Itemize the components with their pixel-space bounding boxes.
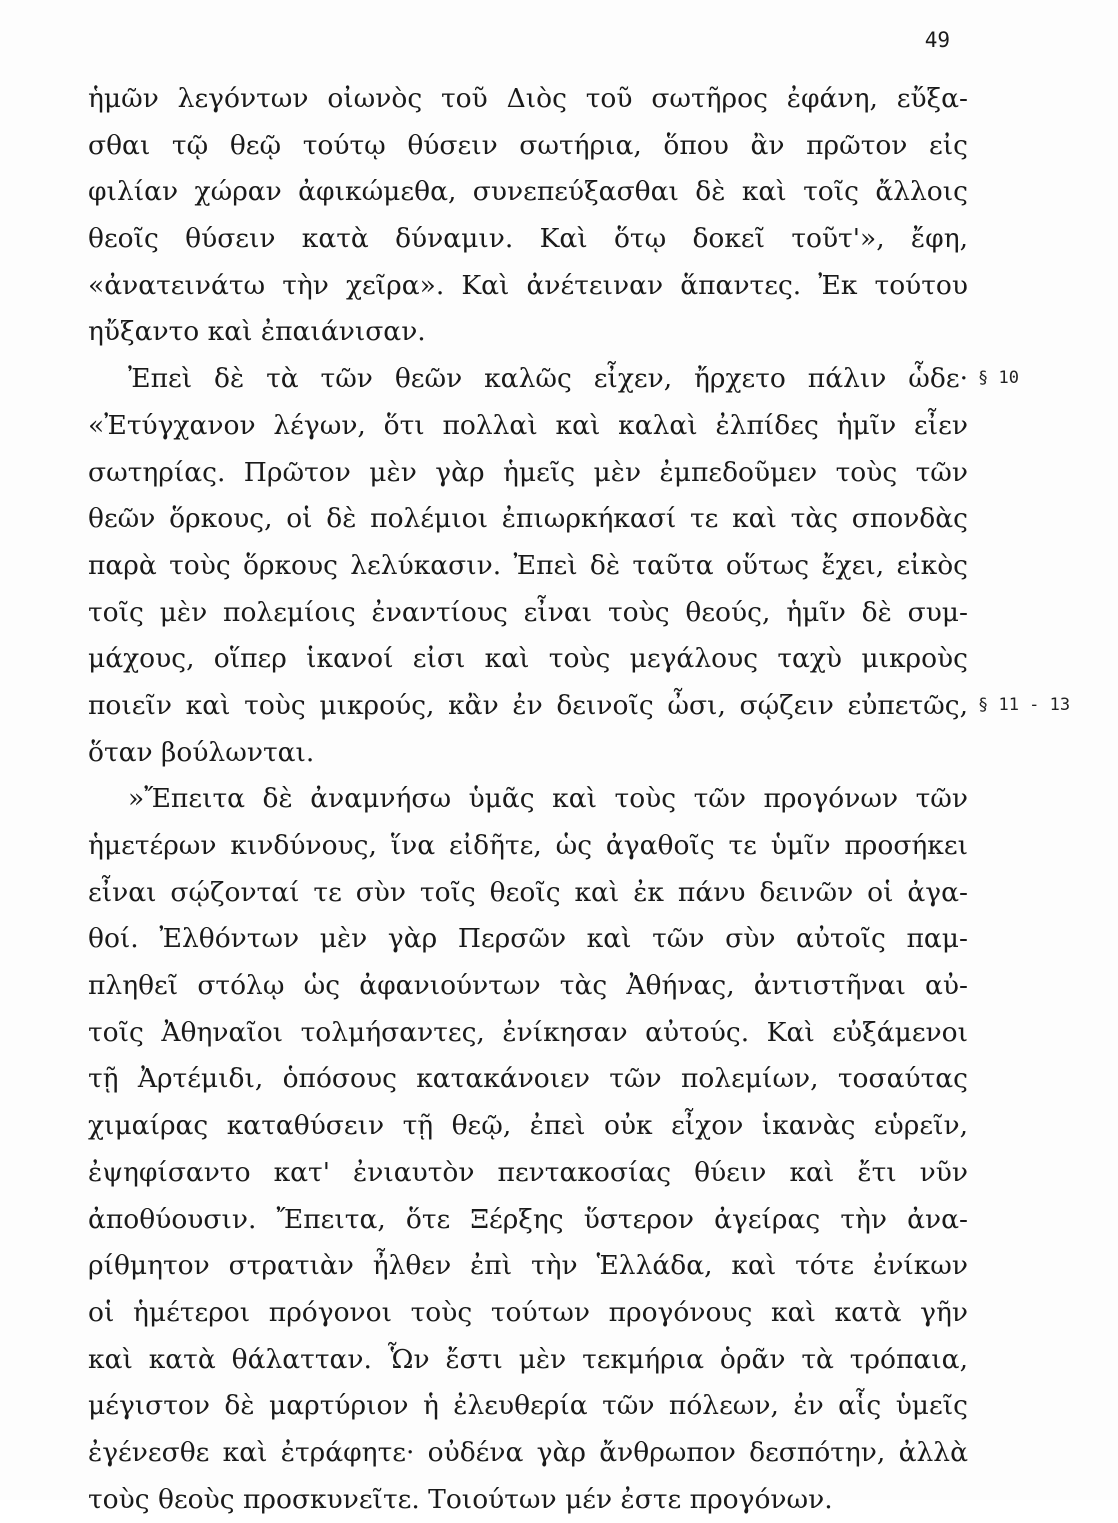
text-line: ἐγένεσθε καὶ ἐτράφητε· οὐδένα γὰρ ἄνθρωπον δεσπότην, ἀλλὰ [88,1436,968,1468]
text-line: τῇ Ἀρτέμιδι, ὁπόσους κατακάνοιεν τῶν πολεμίων, τοσαύτας [88,1063,968,1095]
text-line: «ἀνατεινάτω τὴν χεῖρα». Καὶ ἀνέτειναν ἅπαντες. Ἐκ τούτου [88,269,968,301]
text-line: θοί. Ἐλθόντων μὲν γὰρ Περσῶν καὶ τῶν σὺν αὐτοῖς παμ- [88,923,968,955]
text-line: σθαι τῷ θεῷ τούτῳ θύσειν σωτήρια, ὅπου ἂν πρῶτον εἰς [88,129,968,161]
text-line: ηὔξαντο καὶ ἐπαιάνισαν. [88,316,426,348]
page-number: 49 [924,28,950,52]
text-line: τοῖς Ἀθηναῖοι τολμήσαντες, ἐνίκησαν αὐτούς. Καὶ εὐξάμενοι [88,1016,968,1048]
section-reference: § 10 [978,368,1019,389]
text-line: τοὺς θεοὺς προσκυνεῖτε. Τοιούτων μέν ἐστε προγόνων. [88,1483,833,1515]
text-line: μέγιστον δὲ μαρτύριον ἡ ἐλευθερία τῶν πόλεων, ἐν αἷς ὑμεῖς [88,1390,968,1422]
text-line: ἐψηφίσαντο κατ' ἐνιαυτὸν πεντακοσίας θύειν καὶ ἔτι νῦν [88,1156,968,1188]
text-line: τοῖς μὲν πολεμίοις ἐναντίους εἶναι τοὺς θεούς, ἡμῖν δὲ συμ- [88,596,968,628]
text-line: χιμαίρας καταθύσειν τῇ θεῷ, ἐπεὶ οὐκ εἶχον ἱκανὰς εὑρεῖν, [88,1110,968,1142]
text-line: πληθεῖ στόλῳ ὡς ἀφανιούντων τὰς Ἀθήνας, ἀντιστῆναι αὐ- [88,970,968,1002]
text-line: φιλίαν χώραν ἀφικώμεθα, συνεπεύξασθαι δὲ καὶ τοῖς ἄλλοις [88,176,968,208]
text-line: μάχους, οἵπερ ἱκανοί εἰσι καὶ τοὺς μεγάλους ταχὺ μικροὺς [88,643,968,675]
text-line: ἡμετέρων κινδύνους, ἵνα εἰδῆτε, ὡς ἀγαθοῖς τε ὑμῖν προσήκει [88,830,968,861]
text-line: «Ἐτύγχανον λέγων, ὅτι πολλαὶ καὶ καλαὶ ἐλπίδες ἡμῖν εἶεν [88,409,968,441]
text-line: οἱ ἡμέτεροι πρόγονοι τοὺς τούτων προγόνους καὶ κατὰ γῆν [88,1296,968,1328]
text-line: σωτηρίας. Πρῶτον μὲν γὰρ ἡμεῖς μὲν ἐμπεδοῦμεν τοὺς τῶν [88,456,968,488]
text-line: εἶναι σῴζονταί τε σὺν τοῖς θεοῖς καὶ ἐκ πάνυ δεινῶν οἱ ἀγα- [88,876,968,908]
text-line: ὅταν βούλωνται. [88,736,315,768]
text-line: ἡμῶν λεγόντων οἰωνὸς τοῦ Διὸς τοῦ σωτῆρος ἐφάνη, εὔξα- [88,83,968,114]
text-line: »Ἔπειτα δὲ ἀναμνήσω ὑμᾶς καὶ τοὺς τῶν προγόνων τῶν [128,783,968,815]
greek-text-body [88,76,968,1523]
text-line: ἀποθύουσιν. Ἔπειτα, ὅτε Ξέρξης ὕστερον ἀγείρας τὴν ἀνα- [88,1203,968,1235]
text-line: θεῶν ὅρκους, οἱ δὲ πολέμιοι ἐπιωρκήκασί τε καὶ τὰς σπονδὰς [88,503,968,535]
text-line: παρὰ τοὺς ὅρκους λελύκασιν. Ἐπεὶ δὲ ταῦτα οὕτως ἔχει, εἰκὸς [88,549,968,581]
text-line: ρίθμητον στρατιὰν ἦλθεν ἐπὶ τὴν Ἑλλάδα, καὶ τότε ἐνίκων [88,1250,968,1282]
text-line: θεοῖς θύσειν κατὰ δύναμιν. Καὶ ὅτῳ δοκεῖ τοῦτ'», ἔφη, [88,223,968,255]
text-line: καὶ κατὰ θάλατταν. Ὧν ἔστι μὲν τεκμήρια ὁρᾶν τὰ τρόπαια, [88,1343,968,1375]
text-line: Ἐπεὶ δὲ τὰ τῶν θεῶν καλῶς εἶχεν, ἤρχετο πάλιν ὧδε· [128,363,968,395]
text-line: ποιεῖν καὶ τοὺς μικρούς, κἂν ἐν δεινοῖς ὦσι, σῴζειν εὐπετῶς, [88,689,968,721]
section-reference: § 11 - 13 [978,695,1071,716]
